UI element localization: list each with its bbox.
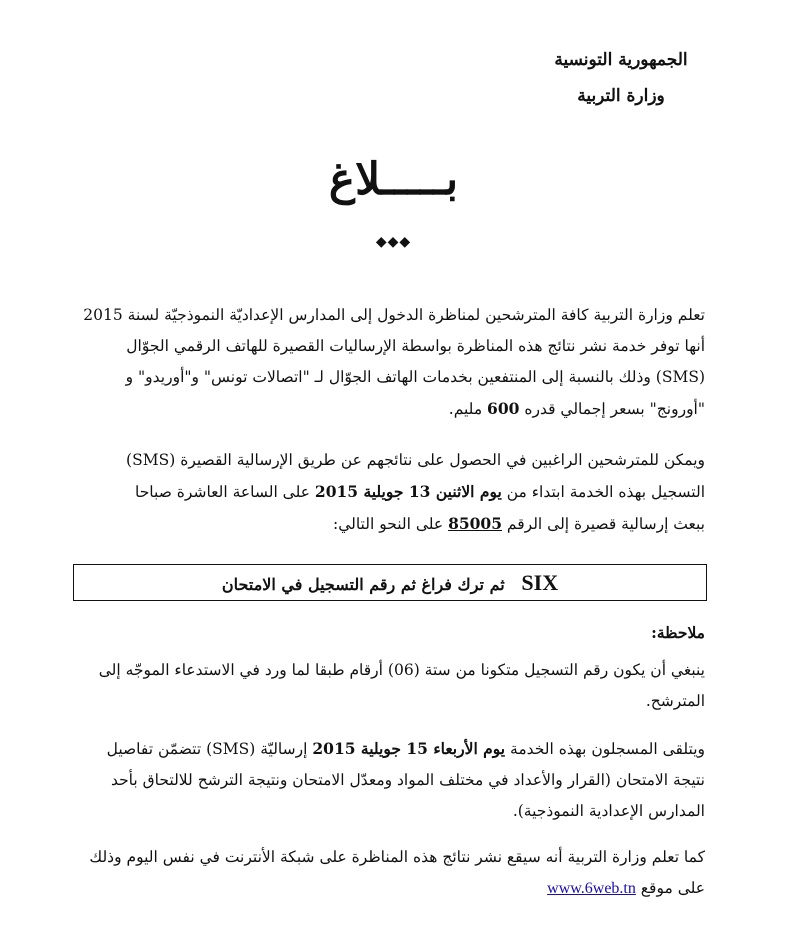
sms-format-box xyxy=(73,564,707,601)
results-date: يوم الأربعاء 15 جويلية 2015 xyxy=(312,739,506,758)
paragraph-results xyxy=(45,733,705,827)
text-line: ويتلقى المسجلون بهذه الخدمة يوم الأربعاء 15 جويلية 2015 إرساليّة (SMS) تتضمّن تفاصيل xyxy=(106,739,705,758)
text-line: كما تعلم وزارة التربية أنه سيقع نشر نتائج هذه المناظرة على شبكة الأنترنت في نفس اليوم وذلك xyxy=(89,848,705,866)
text-line: التسجيل بهذه الخدمة ابتداء من يوم الاثنين 13 جويلية 2015 على الساعة العاشرة صباحا xyxy=(135,482,705,501)
republic-name: الجمهورية التونسية xyxy=(554,50,688,70)
sms-keyword: SIX xyxy=(521,570,559,595)
diamond-ornament-icon: ◆◆◆ xyxy=(375,234,412,250)
text-line: المترشح. xyxy=(645,692,705,710)
price-value: 600 xyxy=(487,399,520,418)
text-line: (SMS) وذلك بالنسبة إلى المنتفعين بخدمات الهاتف الجوّال لـ "اتصالات تونس" و"أوريدو" و xyxy=(125,368,705,386)
letterhead xyxy=(521,42,721,114)
text-line: "أورونج" بسعر إجمالي قدره 600 مليم. xyxy=(448,399,705,418)
text-line: ويمكن للمترشحين الراغبين في الحصول على نتائجهم عن طريق الإرسالية القصيرة (SMS) xyxy=(126,451,705,469)
text-line: ينبغي أن يكون رقم التسجيل متكونا من ستة (06) أرقام طبقا لما ورد في الاستدعاء الموجّه إلى xyxy=(98,661,705,679)
paragraph-service-intro xyxy=(45,300,705,425)
note-heading: ملاحظة: xyxy=(651,623,705,642)
text-line: أنها توفر خدمة نشر نتائج هذه المناظرة بواسطة الإرساليات القصيرة للهاتف الرقمي الجوّال xyxy=(126,337,705,355)
paragraph-note xyxy=(45,655,705,717)
text-line: على موقع www.6web.tn xyxy=(547,879,705,897)
sms-instruction: ثم ترك فراغ ثم رقم التسجيل في الامتحان xyxy=(221,575,505,594)
sms-number: 85005 xyxy=(448,514,502,533)
text-line: نتيجة الامتحان (القرار والأعداد في مختلف المواد ومعدّل الامتحان ونتيجة الترشح للالتحاق بأحد xyxy=(110,771,705,789)
text-line: تعلم وزارة التربية كافة المترشحين لمناظرة الدخول إلى المدارس الإعداديّة النموذجيّة لسنة 2015 xyxy=(83,306,705,324)
text-line: المدارس الإعدادية النموذجية). xyxy=(512,802,705,820)
ministry-name: وزارة التربية xyxy=(577,86,665,106)
paragraph-registration xyxy=(45,445,705,540)
website-link[interactable]: www.6web.tn xyxy=(547,880,636,897)
announcement-title: بـــــلاغ xyxy=(328,154,459,205)
text-line: ببعث إرسالية قصيرة إلى الرقم 85005 على النحو التالي: xyxy=(332,514,705,533)
registration-date: يوم الاثنين 13 جويلية 2015 xyxy=(314,482,502,501)
paragraph-website xyxy=(45,842,705,904)
